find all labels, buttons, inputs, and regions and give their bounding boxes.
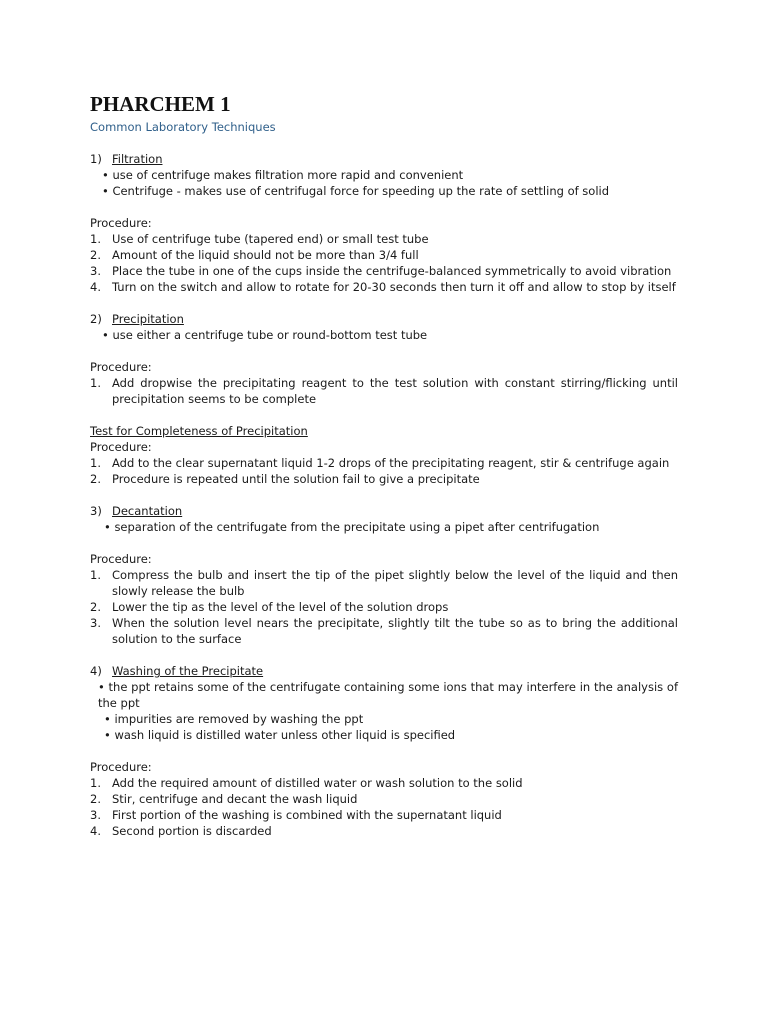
list-number: 2. — [90, 472, 101, 486]
section-precipitation-heading — [90, 311, 678, 327]
section-heading: Precipitation — [112, 312, 184, 326]
list-text: Compress the bulb and insert the tip of the pipet slightly below the level of the liquid and then slowly release the bulb — [112, 568, 678, 598]
list-item — [90, 823, 678, 839]
list-text: Stir, centrifuge and decant the wash liquid — [112, 792, 358, 806]
document-body — [90, 135, 678, 839]
bullet-item: • separation of the centrifugate from the precipitate using a pipet after centrifugation — [104, 520, 600, 534]
procedure-label: Procedure: — [90, 216, 152, 230]
list-text: Add dropwise the precipitating reagent to the test solution with constant stirring/flicking until precipitation seems to be complete — [112, 376, 678, 406]
procedure-label: Procedure: — [90, 760, 152, 774]
page-subtitle: Common Laboratory Techniques — [90, 120, 276, 134]
subsection-heading: Test for Completeness of Precipitation — [90, 424, 308, 438]
list-number: 1. — [90, 456, 101, 470]
list-number: 2. — [90, 792, 101, 806]
list-item — [90, 615, 678, 647]
bullet-item: • use either a centrifuge tube or round-bottom test tube — [102, 328, 428, 342]
list-number: 3. — [90, 264, 101, 278]
list-text: Amount of the liquid should not be more than 3/4 full — [112, 248, 419, 262]
list-text: Add to the clear supernatant liquid 1-2 drops of the precipitating reagent, stir & centrifuge again — [112, 456, 670, 470]
paragraph: • the ppt retains some of the centrifugate containing some ions that may interfere in the analysis of the ppt — [98, 680, 678, 710]
list-text: Procedure is repeated until the solution fail to give a precipitate — [112, 472, 480, 486]
list-number: 4. — [90, 824, 101, 838]
bullet-item: • Centrifuge - makes use of centrifugal force for speeding up the rate of settling of solid — [102, 184, 610, 198]
list-number: 2. — [90, 248, 101, 262]
section-heading: Filtration — [112, 152, 163, 166]
section-filtration-heading — [90, 151, 678, 167]
bullet-item: • impurities are removed by washing the ppt — [104, 712, 364, 726]
list-item — [90, 231, 678, 247]
section-washing-heading — [90, 663, 678, 679]
list-item — [90, 375, 678, 407]
list-item — [90, 263, 678, 279]
list-number: 1. — [90, 776, 101, 790]
list-text: Place the tube in one of the cups inside the centrifuge-balanced symmetrically to avoid vibration — [112, 264, 672, 278]
list-item — [90, 247, 678, 263]
list-number: 3. — [90, 808, 101, 822]
section-number: 4) — [90, 664, 102, 678]
list-text: When the solution level nears the precipitate, slightly tilt the tube so as to bring the additional solution to the surface — [112, 616, 678, 646]
bullet-item: • use of centrifuge makes filtration more rapid and convenient — [102, 168, 464, 182]
list-number: 1. — [90, 376, 101, 390]
bullet-item: • wash liquid is distilled water unless other liquid is specified — [104, 728, 456, 742]
list-item — [90, 599, 678, 615]
list-text: Use of centrifuge tube (tapered end) or small test tube — [112, 232, 429, 246]
list-item — [90, 791, 678, 807]
list-number: 4. — [90, 280, 101, 294]
list-number: 1. — [90, 568, 101, 582]
list-text: Add the required amount of distilled water or wash solution to the solid — [112, 776, 523, 790]
list-text: Lower the tip as the level of the level of the solution drops — [112, 600, 449, 614]
page-title: PHARCHEM 1 — [90, 92, 231, 116]
section-heading: Decantation — [112, 504, 183, 518]
list-item — [90, 567, 678, 599]
section-heading: Washing of the Precipitate — [112, 664, 264, 678]
section-number: 2) — [90, 312, 102, 326]
procedure-label: Procedure: — [90, 440, 152, 454]
list-number: 2. — [90, 600, 101, 614]
list-item — [90, 471, 678, 487]
list-text: First portion of the washing is combined with the supernatant liquid — [112, 808, 502, 822]
list-item — [90, 455, 678, 471]
list-text: Turn on the switch and allow to rotate for 20-30 seconds then turn it off and allow to stop by itself — [112, 280, 676, 294]
list-number: 1. — [90, 232, 101, 246]
list-number: 3. — [90, 616, 101, 630]
list-item — [90, 775, 678, 791]
list-item — [90, 279, 678, 295]
section-number: 1) — [90, 152, 102, 166]
list-text: Second portion is discarded — [112, 824, 272, 838]
section-number: 3) — [90, 504, 102, 518]
procedure-label: Procedure: — [90, 552, 152, 566]
procedure-label: Procedure: — [90, 360, 152, 374]
section-decantation-heading — [90, 503, 678, 519]
list-item — [90, 807, 678, 823]
